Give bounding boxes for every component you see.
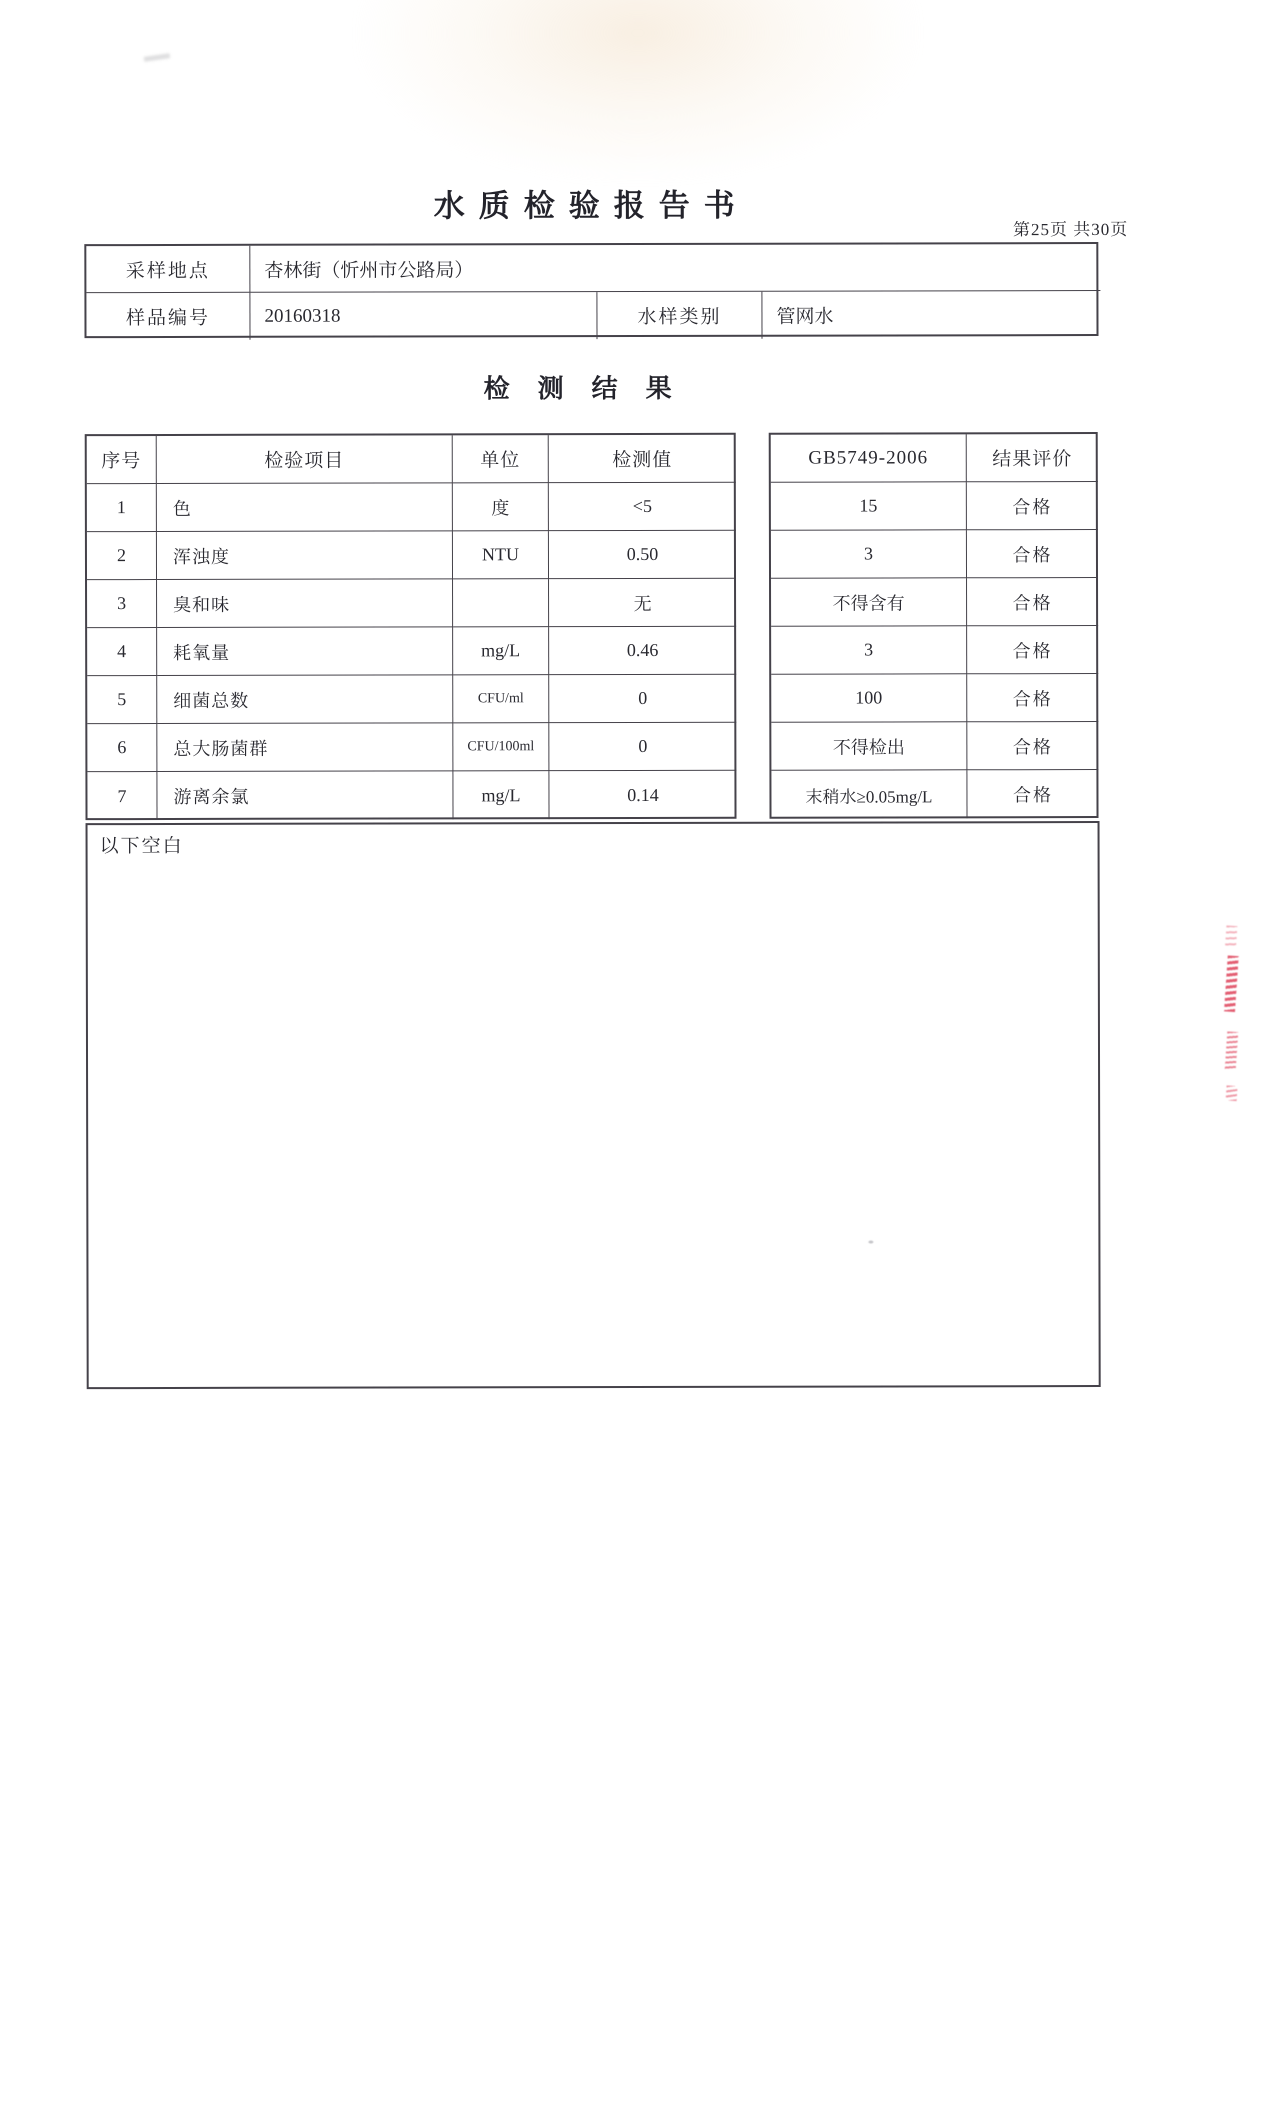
row-item: 浑浊度 xyxy=(157,531,453,580)
sample-info-table xyxy=(84,242,1098,338)
row-value: 0.50 xyxy=(549,531,736,579)
remarks-blank-box xyxy=(86,821,1101,1389)
row-item: 臭和味 xyxy=(157,579,453,628)
red-bleed-mark xyxy=(1225,925,1237,946)
results-table-left xyxy=(85,433,737,820)
row-value: <5 xyxy=(549,483,736,531)
row-unit xyxy=(453,579,549,627)
blank-below-note: 以下空白 xyxy=(99,835,184,858)
row-item: 细菌总数 xyxy=(157,675,453,724)
page-indicator: 第25页 共30页 xyxy=(1013,219,1129,240)
row-unit: mg/L xyxy=(453,627,549,675)
row-no: 3 xyxy=(87,580,157,628)
row-value: 无 xyxy=(549,579,736,627)
red-bleed-mark xyxy=(1225,1031,1239,1070)
row-evaluation: 合格 xyxy=(967,482,1098,530)
red-bleed-mark xyxy=(1224,955,1239,1012)
row-value: 0.14 xyxy=(627,784,659,805)
document-title: 水质检验报告书 xyxy=(433,187,749,224)
col-header-item: 检验项目 xyxy=(157,435,453,484)
row-item: 游离余氯 xyxy=(157,771,453,820)
row-standard: 15 xyxy=(771,482,967,530)
scan-mark xyxy=(144,53,170,62)
results-table-right xyxy=(769,432,1099,819)
row-no: 1 xyxy=(87,484,157,532)
sampling-location-value: 杏林街（忻州市公路局） xyxy=(250,244,1100,293)
row-item: 色 xyxy=(157,483,453,532)
sample-number-label: 样品编号 xyxy=(86,293,250,340)
row-no: 2 xyxy=(87,532,157,580)
row-standard: 不得检出 xyxy=(771,722,967,770)
row-unit: CFU/ml xyxy=(453,675,549,723)
row-evaluation: 合格 xyxy=(1012,785,1053,806)
row-value: 0 xyxy=(549,723,736,771)
row-unit: 度 xyxy=(453,483,549,531)
row-value: 0 xyxy=(549,675,736,723)
water-type-label: 水样类别 xyxy=(597,292,762,339)
row-standard: 100 xyxy=(771,674,967,722)
row-item: 总大肠菌群 xyxy=(157,723,453,772)
row-unit: NTU xyxy=(453,531,549,579)
col-header-value: 检测值 xyxy=(549,435,736,483)
sample-number-value: 20160318 xyxy=(250,292,597,340)
row-unit: CFU/100ml xyxy=(453,723,549,771)
row-standard: 末稍水≥0.05mg/L xyxy=(771,770,967,818)
row-standard: 3 xyxy=(771,530,967,578)
row-value: 0.46 xyxy=(549,627,736,675)
row-evaluation: 合格 xyxy=(967,578,1098,626)
row-evaluation: 合格 xyxy=(967,674,1098,722)
col-header-standard: GB5749-2006 xyxy=(771,434,967,482)
row-no: 7 xyxy=(87,772,157,820)
row-evaluation: 合格 xyxy=(967,626,1098,674)
row-no: 4 xyxy=(87,628,157,676)
col-header-unit: 单位 xyxy=(453,435,549,483)
row-evaluation: 合格 xyxy=(967,530,1098,578)
row-item: 耗氧量 xyxy=(157,627,453,676)
section-heading: 检测结果 xyxy=(483,373,700,404)
col-header-no: 序号 xyxy=(87,436,157,484)
col-header-evaluation: 结果评价 xyxy=(967,434,1098,482)
row-no: 6 xyxy=(87,724,157,772)
row-standard: 3 xyxy=(771,626,967,674)
row-evaluation: 合格 xyxy=(967,722,1098,770)
red-stamp-bleedthrough xyxy=(1222,904,1242,1114)
scan-smudge xyxy=(358,0,918,181)
water-type-value: 管网水 xyxy=(776,306,834,328)
row-standard: 不得含有 xyxy=(771,578,967,626)
row-no: 5 xyxy=(87,676,157,724)
sampling-location-label: 采样地点 xyxy=(86,246,250,293)
red-bleed-mark xyxy=(1226,1085,1238,1101)
row-unit: mg/L xyxy=(453,771,549,819)
